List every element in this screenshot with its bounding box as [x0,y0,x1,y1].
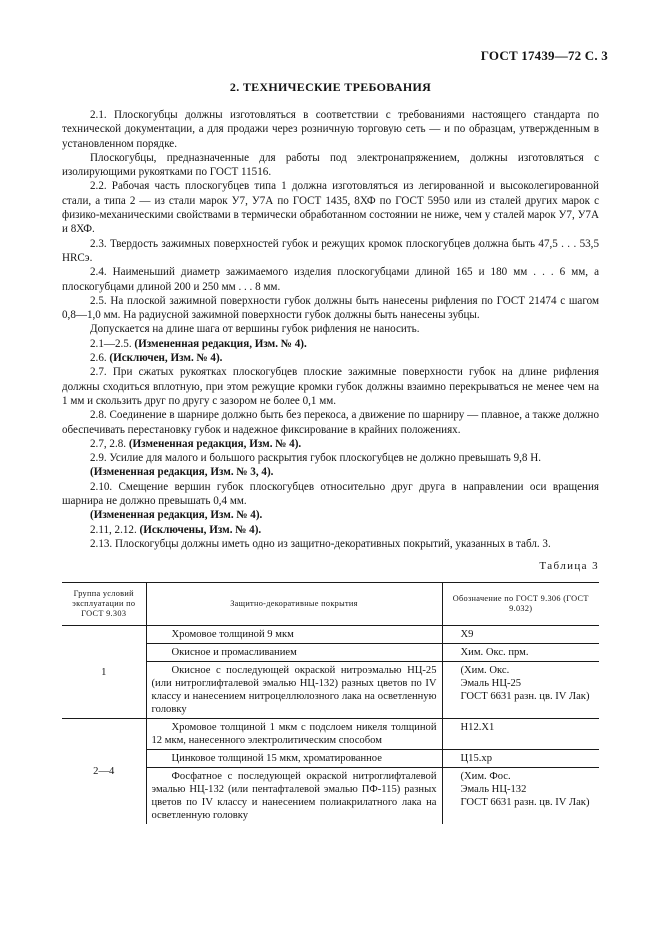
paragraph [62,437,599,451]
coating-cell: Хромовое толщиной 1 мкм с подслоем никеля толщиной 12 мкм, нанесенного электролитическим способом [146,719,442,750]
section-title: 2. ТЕХНИЧЕСКИЕ ТРЕБОВАНИЯ [229,80,432,94]
paragraph-text: 2.9. Усилие для малого и большого раскрытия губок плоскогубцев не должно превышать 9,8 Н. [90,452,542,465]
paragraph-text: 2.8. Соединение в шарнире должно быть без перекоса, а движение по шарниру — плавное, а также должно обеспечивать перестановку губок и надежное фиксирование в крайних положениях. [62,409,599,436]
paragraph [62,351,599,365]
paragraph-text: 2.6. [90,352,107,365]
paragraph-text: 2.7. При сжатых рукоятках плоскогубцев плоские зажимные поверхности губок на длине рифления должны сходиться вплотную, при этом режущие кромки губок должны взаимно перекрываться не менее чем на 1 мм и скользить друг по другу с зазором не более 0,1 мм. [62,366,599,407]
designation-cell: (Хим. Фос. Эмаль НЦ-132 ГОСТ 6631 разн. цв. IV Лак) [442,768,599,825]
paragraph [62,237,599,266]
table-header-row [62,583,599,626]
paragraph [62,322,599,336]
paragraph [62,537,599,551]
paragraph [62,179,599,236]
paragraph-text: 2.2. Рабочая часть плоскогубцев типа 1 должна изготовляться из легированной и высоколегированной стали, а типа 2 — из стали марок У7, У7А по ГОСТ 1435, 8ХФ по ГОСТ 5950 или из сталей других марок с физико-механическими свойствами в термически обработанном состоянии не ниже, чем у сталей марок У7, У7А и 8ХФ. [62,180,599,236]
paragraph [62,365,599,408]
amendment-note: (Измененная редакция, Изм. № 4). [128,437,302,450]
group-cell: 1 [62,626,146,719]
paragraph [62,508,599,522]
document-body [62,108,599,551]
group-cell: 2—4 [62,719,146,825]
paragraph [62,465,599,479]
designation-cell: Н12.Х1 [442,719,599,750]
amendment-note: (Измененная редакция, Изм. № 3, 4). [90,466,274,479]
coating-cell: Цинковое толщиной 15 мкм, хроматированное [146,750,442,768]
table-row [62,626,599,644]
paragraph-text: 2.4. Наименьший диаметр зажимаемого изделия плоскогубцами длиной 165 и 180 мм . . . 6 мм, а плоскогубцами длиной 200 и 250 мм . . . 8 мм. [62,266,599,293]
coating-cell: Фосфатное с последующей окраской нитроглифталевой эмалью НЦ-132 (или пентафталевой эмалью ПФ-115) разных цветов по IV классу и нанесением полиакрилатного лака на осветленную головку [146,768,442,825]
designation-cell: Ц15.хр [442,750,599,768]
paragraph-text: 2.1—2.5. [90,337,132,350]
paragraph-text: 2.3. Твердость зажимных поверхностей губок и режущих кромок плоскогубцев должна быть 47,5 . . . 53,5 HRCэ. [62,237,599,264]
coating-cell: Окисное и промасливанием [146,644,442,662]
designation-cell: (Хим. Окс. Эмаль НЦ-25 ГОСТ 6631 разн. цв. IV Лак) [442,662,599,719]
paragraph-text: 2.13. Плоскогубцы должны иметь одно из защитно-декоративных покрытий, указанных в табл. 3. [90,537,551,550]
paragraph-text: 2.7, 2.8. [90,437,127,450]
paragraph [62,337,599,351]
table-row [62,719,599,750]
table-caption: Таблица 3 [539,560,599,572]
paragraph-text: 2.11, 2.12. [90,523,137,536]
designation-cell: Хим. Окс. прм. [442,644,599,662]
page-header: ГОСТ 17439—72 С. 3 [480,48,608,63]
paragraph [62,151,599,180]
paragraph [62,523,599,537]
paragraph [62,451,599,465]
paragraph [62,265,599,294]
paragraph [62,294,599,323]
paragraph-text: 2.10. Смещение вершин губок плоскогубцев относительно друг друга в направлении оси вращения шарнира не должно превышать 0,4 мм. [62,480,599,508]
amendment-note: (Исключены, Изм. № 4). [139,523,262,536]
paragraph-text: Плоскогубцы, предназначенные для работы под электронапряжением, должны изготовляться с изолирующими рукоятками по ГОСТ 11516. [62,151,599,179]
coatings-table [62,582,599,824]
paragraph [62,108,599,151]
coating-cell: Окисное с последующей окраской нитроэмалью НЦ-25 (или нитроглифталевой эмалью НЦ-132) разных цветов по IV классу и нанесением нитроцеллюлозного лака на осветленную головку [146,662,442,719]
amendment-note: (Измененная редакция, Изм. № 4). [90,509,263,522]
designation-cell: Х9 [442,626,599,644]
paragraph-text: 2.5. На плоской зажимной поверхности губок должны быть нанесены рифления по ГОСТ 21474 с шагом 0,8—1,0 мм. На радиусной зажимной поверхности губок должны быть нанесены зубцы. [62,294,599,322]
header-coating: Защитно-декоративные покрытия [146,583,442,626]
header-designation: Обозначение по ГОСТ 9.306 (ГОСТ 9.032) [442,583,599,626]
amendment-note: (Измененная редакция, Изм. № 4). [134,337,307,350]
paragraph [62,480,599,509]
paragraph-text: Допускается на длине шага от вершины губок рифления не наносить. [90,323,420,336]
paragraph [62,408,599,437]
amendment-note: (Исключен, Изм. № 4). [109,352,223,365]
table-body [62,626,599,825]
paragraph-text: 2.1. Плоскогубцы должны изготовляться в соответствии с требованиями настоящего стандарта по технической документации, а для продажи через розничную торговую сеть — и по образцам, утвержденным в установленном порядке. [62,109,599,150]
header-group: Группа условий эксплуатации по ГОСТ 9.303 [62,583,146,626]
coating-cell: Хромовое толщиной 9 мкм [146,626,442,644]
